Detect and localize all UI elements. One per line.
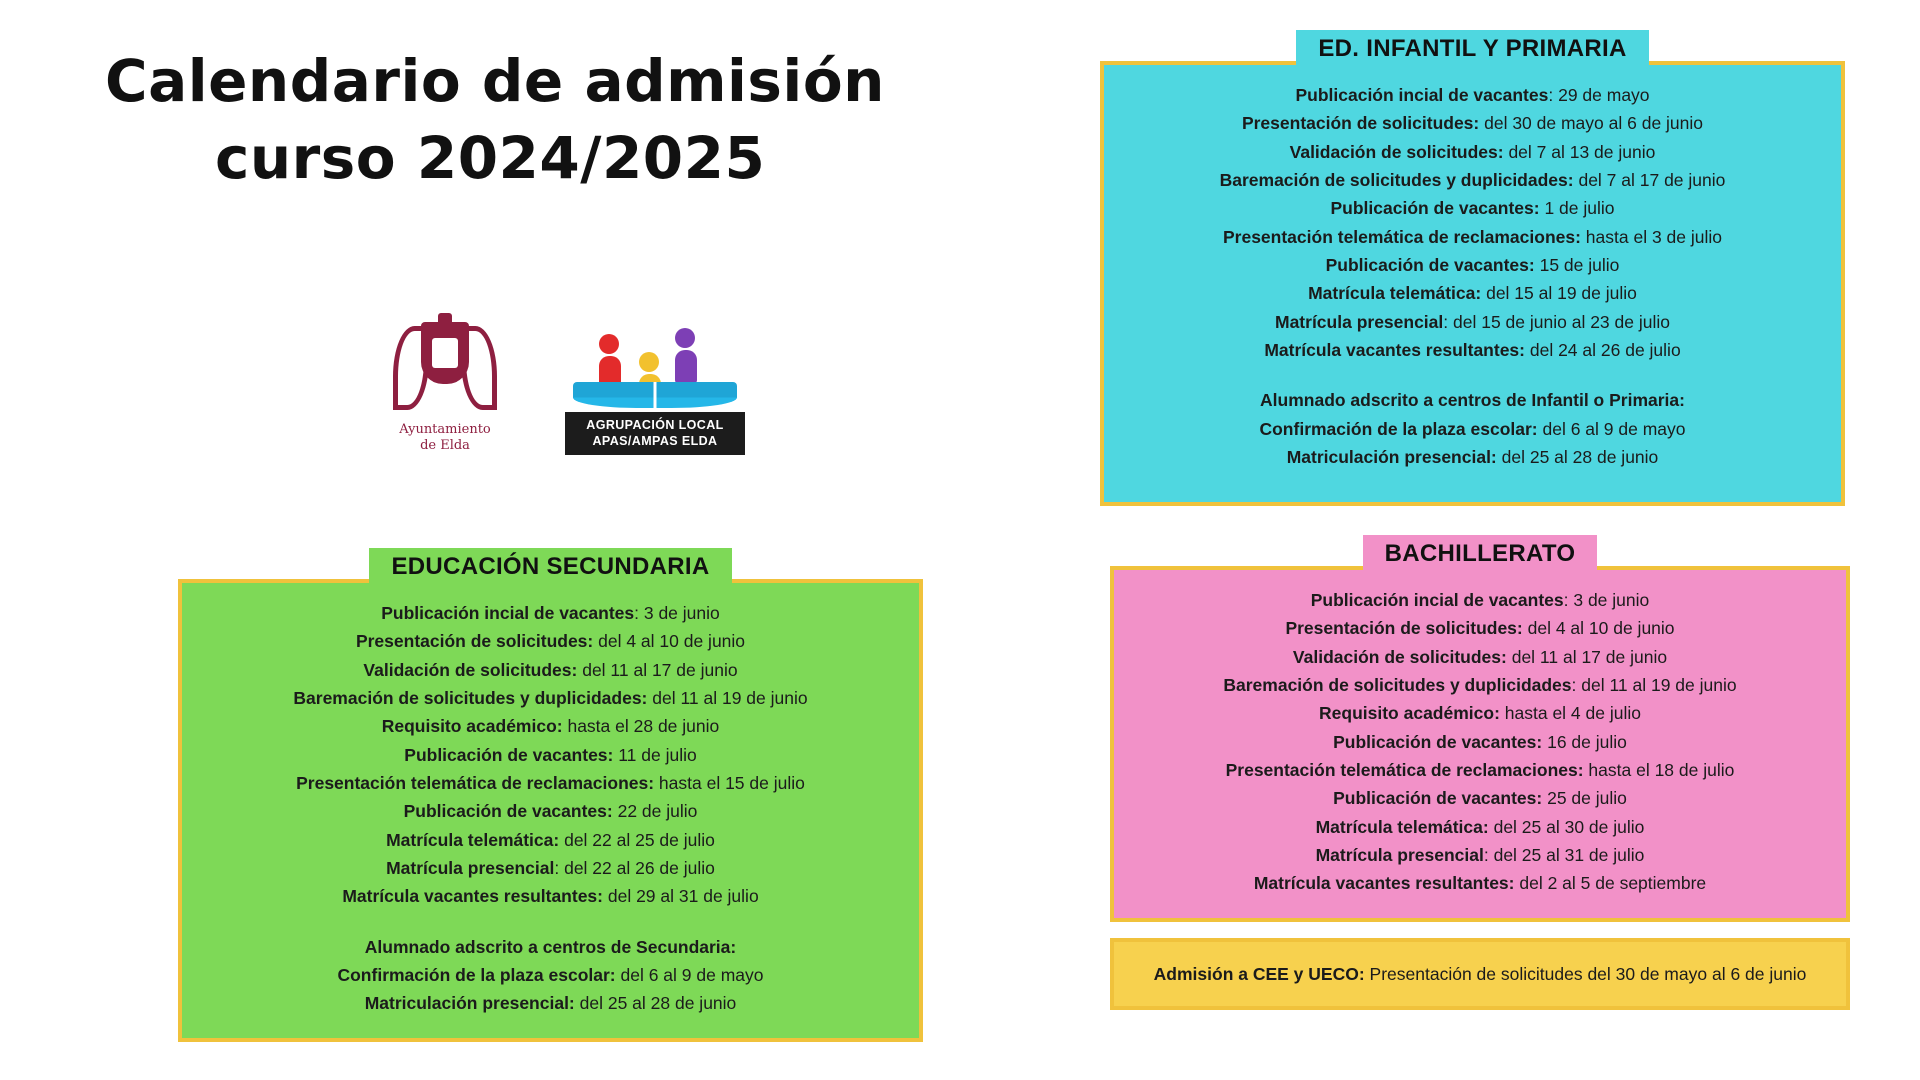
- schedule-row: [1124, 279, 1821, 307]
- schedule-row-value: del 25 al 28 de junio: [1496, 447, 1659, 468]
- schedule-row: [202, 854, 899, 882]
- ampa-logo-line-1: AGRUPACIÓN LOCAL: [586, 418, 724, 432]
- schedule-row: [202, 797, 899, 825]
- schedule-row-label: Baremación de solicitudes y duplicidades: [1223, 675, 1572, 696]
- panel-title-educacion-secundaria: EDUCACIÓN SECUNDARIA: [369, 548, 731, 587]
- schedule-row-value: 1 de julio: [1539, 198, 1615, 219]
- schedule-row-label: Matriculación presencial:: [364, 993, 575, 1014]
- schedule-row-value: : del 15 de junio al 23 de julio: [1443, 311, 1670, 332]
- schedule-row-label: Publicación de vacantes:: [1333, 788, 1543, 809]
- schedule-row-value: del 25 al 28 de junio: [574, 993, 737, 1014]
- schedule-row-value: del 4 al 10 de junio: [593, 631, 746, 652]
- schedule-row-label: Confirmación de la plaza escolar:: [337, 965, 616, 986]
- schedule-row-value: del 25 al 30 de julio: [1488, 816, 1645, 837]
- schedule-row: [1124, 166, 1821, 194]
- schedule-row-value: del 4 al 10 de junio: [1522, 618, 1675, 639]
- schedule-row-label: Publicación de vacantes:: [404, 744, 614, 765]
- schedule-row-label: Matrícula presencial: [1275, 311, 1444, 332]
- panel-body-ed-infantil-y-primaria: [1100, 61, 1845, 506]
- schedule-row: [1124, 415, 1821, 443]
- schedule-row: [1134, 813, 1826, 841]
- panel-title-bachillerato: BACHILLERATO: [1363, 535, 1598, 574]
- schedule-row-value: hasta el 28 de junio: [562, 716, 720, 737]
- row-spacer: [202, 911, 899, 933]
- schedule-row-label: Baremación de solicitudes y duplicidades:: [1219, 170, 1574, 191]
- schedule-row-value: del 7 al 13 de junio: [1503, 141, 1656, 162]
- schedule-row-label: Matrícula vacantes resultantes:: [342, 886, 603, 907]
- schedule-row-value: 16 de julio: [1542, 731, 1627, 752]
- schedule-row-label: Matrícula vacantes resultantes:: [1264, 340, 1525, 361]
- schedule-row-value: del 2 al 5 de septiembre: [1514, 873, 1707, 894]
- schedule-row: [1124, 308, 1821, 336]
- schedule-row-label: Presentación de solicitudes:: [355, 631, 594, 652]
- schedule-row: [1124, 223, 1821, 251]
- schedule-row: [1134, 699, 1826, 727]
- ayuntamiento-de-elda-logo: [385, 310, 505, 455]
- panel-admision-cee-ueco: [1110, 938, 1850, 1010]
- ayuntamiento-logo-line-2: de Elda: [420, 438, 470, 454]
- schedule-row-value: 11 de julio: [613, 744, 697, 765]
- schedule-row-label: Matrícula telemática:: [386, 829, 560, 850]
- schedule-row-value: del 11 al 19 de junio: [647, 688, 808, 709]
- schedule-row: [1154, 961, 1807, 987]
- schedule-row: [202, 961, 899, 989]
- schedule-row: [1124, 109, 1821, 137]
- schedule-row-label: Presentación telemática de reclamaciones:: [1225, 760, 1584, 781]
- schedule-row: [1124, 194, 1821, 222]
- schedule-row-label: Validación de solicitudes:: [363, 659, 578, 680]
- schedule-row-label: Validación de solicitudes:: [1289, 141, 1504, 162]
- schedule-row: [1134, 756, 1826, 784]
- schedule-row-value: del 11 al 17 de junio: [1506, 646, 1668, 667]
- schedule-row-value: Presentación de solicitudes del 30 de mayo al 6 de junio: [1364, 963, 1807, 984]
- people-book-icon: [565, 326, 745, 410]
- schedule-row-label: Presentación telemática de reclamaciones:: [1222, 226, 1581, 247]
- crest-icon: [385, 310, 505, 420]
- schedule-row-value: : del 25 al 31 de julio: [1483, 845, 1645, 866]
- schedule-row-label: Validación de solicitudes:: [1292, 646, 1507, 667]
- schedule-row-value: del 7 al 17 de junio: [1573, 170, 1726, 191]
- schedule-row-value: hasta el 3 de julio: [1580, 226, 1723, 247]
- ayuntamiento-logo-line-1: Ayuntamiento: [399, 422, 491, 437]
- panel-educacion-secundaria: [178, 548, 923, 1042]
- schedule-row-value: hasta el 4 de julio: [1499, 703, 1641, 724]
- schedule-row-value: del 30 de mayo al 6 de junio: [1479, 113, 1704, 134]
- schedule-row-value: del 11 al 17 de junio: [577, 659, 738, 680]
- schedule-row: [1124, 443, 1821, 471]
- schedule-row-label: Alumnado adscrito a centros de Infantil o Primaria:: [1260, 390, 1685, 411]
- schedule-row: [1124, 336, 1821, 364]
- schedule-row: [202, 933, 899, 961]
- schedule-row-value: 25 de julio: [1542, 788, 1627, 809]
- schedule-row-label: Matrícula vacantes resultantes:: [1253, 873, 1515, 894]
- schedule-row-label: Admisión a CEE y UECO:: [1153, 963, 1365, 984]
- panel-body-educacion-secundaria: [178, 579, 923, 1042]
- schedule-row: [202, 684, 899, 712]
- ayuntamiento-logo-text: [385, 422, 505, 455]
- schedule-row-value: hasta el 18 de julio: [1583, 760, 1735, 781]
- schedule-row: [1134, 728, 1826, 756]
- schedule-row: [1124, 251, 1821, 279]
- schedule-row: [202, 656, 899, 684]
- schedule-row-label: Publicación de vacantes:: [403, 801, 613, 822]
- schedule-row-value: : 29 de mayo: [1548, 85, 1650, 105]
- schedule-row-value: : 3 de junio: [634, 603, 720, 623]
- schedule-row-label: Publicación de vacantes:: [1325, 255, 1535, 276]
- schedule-row: [1124, 386, 1821, 414]
- schedule-row: [202, 712, 899, 740]
- schedule-row: [202, 989, 899, 1017]
- schedule-row-label: Publicación incial de vacantes: [1310, 590, 1564, 610]
- schedule-row-label: Publicación de vacantes:: [1330, 198, 1540, 219]
- schedule-row-label: Matriculación presencial:: [1286, 447, 1497, 468]
- panel-body-admision-cee-ueco: [1110, 938, 1850, 1010]
- schedule-row: [1134, 671, 1826, 699]
- schedule-row: [1134, 643, 1826, 671]
- panel-title-ed-infantil-y-primaria: ED. INFANTIL Y PRIMARIA: [1296, 30, 1648, 69]
- panel-body-bachillerato: [1110, 566, 1850, 922]
- ampa-elda-logo: [565, 326, 745, 455]
- schedule-row-value: del 6 al 9 de mayo: [615, 965, 764, 986]
- schedule-row-value: del 15 al 19 de julio: [1481, 283, 1637, 304]
- schedule-row: [202, 627, 899, 655]
- ampa-logo-line-2: APAS/AMPAS ELDA: [592, 434, 718, 449]
- page-title-line-1: Calendario de admisión: [105, 47, 885, 115]
- schedule-row-value: del 24 al 26 de julio: [1525, 340, 1681, 361]
- logo-row: [385, 310, 745, 455]
- schedule-row: [1134, 784, 1826, 812]
- page-title-line-2: curso 2024/2025: [215, 123, 766, 192]
- schedule-row-label: Requisito académico:: [381, 716, 563, 737]
- schedule-row: [1134, 869, 1826, 897]
- schedule-row: [1134, 586, 1826, 614]
- schedule-row: [1124, 138, 1821, 166]
- panel-ed-infantil-y-primaria: [1100, 30, 1845, 506]
- schedule-row-value: del 29 al 31 de julio: [603, 886, 759, 907]
- schedule-row-value: : del 11 al 19 de junio: [1571, 675, 1737, 696]
- schedule-row-label: Alumnado adscrito a centros de Secundaria:: [364, 936, 737, 957]
- ampa-logo-text: [565, 412, 745, 455]
- schedule-row-label: Matrícula presencial: [386, 858, 555, 879]
- page-title: [105, 45, 1005, 194]
- schedule-row-value: : 3 de junio: [1563, 590, 1650, 610]
- schedule-row: [1124, 81, 1821, 109]
- schedule-row-label: Confirmación de la plaza escolar:: [1259, 418, 1538, 439]
- schedule-row-label: Matrícula telemática:: [1315, 816, 1489, 837]
- schedule-row-label: Matrícula presencial: [1315, 845, 1484, 866]
- schedule-row-value: 15 de julio: [1534, 255, 1620, 276]
- schedule-row-value: hasta el 15 de julio: [654, 773, 805, 794]
- panel-bachillerato: [1110, 535, 1850, 922]
- schedule-row-label: Presentación de solicitudes:: [1241, 113, 1480, 134]
- row-spacer: [1124, 364, 1821, 386]
- schedule-row: [202, 826, 899, 854]
- schedule-row: [1134, 841, 1826, 869]
- schedule-row-label: Publicación incial de vacantes: [1295, 85, 1549, 105]
- schedule-row: [202, 882, 899, 910]
- schedule-row-label: Presentación de solicitudes:: [1285, 618, 1523, 639]
- schedule-row-label: Presentación telemática de reclamaciones:: [296, 773, 655, 794]
- schedule-row-label: Matrícula telemática:: [1308, 283, 1482, 304]
- schedule-row-value: del 6 al 9 de mayo: [1537, 418, 1686, 439]
- schedule-row: [1134, 614, 1826, 642]
- schedule-row: [202, 769, 899, 797]
- schedule-row-label: Publicación incial de vacantes: [381, 603, 635, 623]
- schedule-row-label: Publicación de vacantes:: [1333, 731, 1543, 752]
- schedule-row-value: : del 22 al 26 de julio: [554, 858, 715, 879]
- schedule-row: [202, 599, 899, 627]
- schedule-row-label: Requisito académico:: [1319, 703, 1500, 724]
- schedule-row: [202, 741, 899, 769]
- schedule-row-value: del 22 al 25 de julio: [559, 829, 715, 850]
- schedule-row-label: Baremación de solicitudes y duplicidades:: [293, 688, 648, 709]
- schedule-row-value: 22 de julio: [612, 801, 698, 822]
